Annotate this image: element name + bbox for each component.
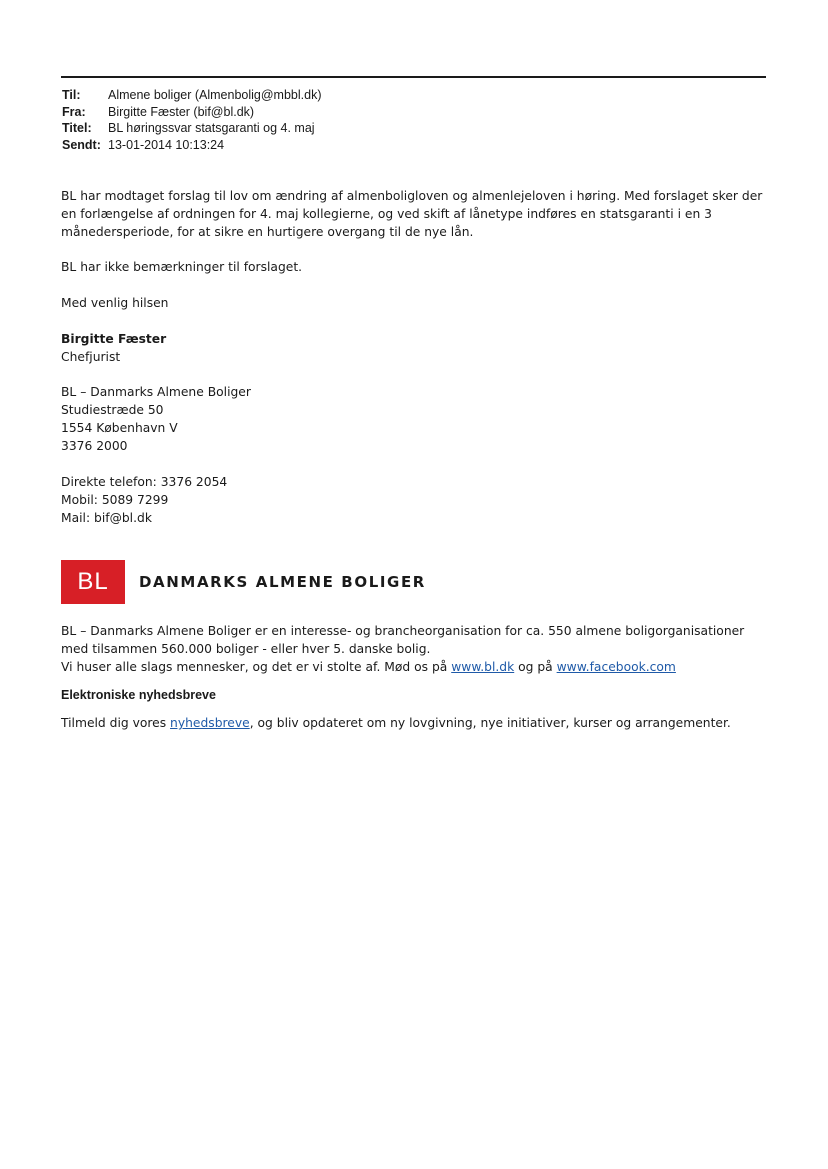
body-paragraph-1-line-2: en forlængelse af ordningen for 4. maj kollegierne, og ved skift af lånetype indføres en statsgaranti i en 3 (61, 207, 712, 221)
header-divider (61, 76, 766, 78)
signature-city: 1554 København V (61, 421, 178, 435)
about-line-3-mid: og på (514, 660, 557, 674)
about-line-3 (61, 658, 781, 676)
about-line-3-text: Vi huser alle slags mennesker, og det er vi stolte af. Mød os på (61, 660, 452, 674)
newsletter-link[interactable]: nyhedsbreve (170, 716, 250, 730)
signature-mail: Mail: bif@bl.dk (61, 511, 152, 525)
from-row (62, 104, 321, 121)
signature-direct-phone: Direkte telefon: 3376 2054 (61, 475, 228, 489)
newsletter-text (61, 716, 731, 730)
body-paragraph-1-line-1: BL har modtaget forslag til lov om ændring af almenboligloven og almenlejeloven i høring. Med forslaget sker der (61, 189, 763, 203)
signature-org: BL – Danmarks Almene Boliger (61, 385, 251, 399)
body-paragraph-1 (61, 187, 771, 241)
signature-title: Chefjurist (61, 350, 121, 364)
sent-label: Sendt: (62, 137, 101, 152)
newsletter-pre: Tilmeld dig vores (61, 716, 171, 730)
from-label: Fra: (62, 104, 86, 119)
title-value: BL høringssvar statsgaranti og 4. maj (108, 121, 315, 135)
bl-logo (61, 560, 426, 604)
body-paragraph-1-line-3: månedersperiode, for at sikre en hurtigere overgang til de nye lån. (61, 225, 474, 239)
signature-name: Birgitte Fæster (61, 332, 167, 346)
closing-greeting: Med venlig hilsen (61, 296, 169, 310)
signature-mobile: Mobil: 5089 7299 (61, 493, 169, 507)
signature-phone: 3376 2000 (61, 439, 128, 453)
bl-logo-abbr: BL (77, 568, 109, 595)
signature-address (61, 383, 251, 455)
from-value: Birgitte Fæster (bif@bl.dk) (108, 104, 255, 119)
about-line-2: med tilsammen 560.000 boliger - eller hver 5. danske bolig. (61, 642, 431, 656)
to-label: Til: (62, 88, 81, 102)
bl-logo-mark (61, 560, 125, 604)
sent-row (62, 137, 321, 154)
title-label: Titel: (62, 121, 92, 135)
newsletter-post: , og bliv opdateret om ny lovgivning, nye initiativer, kurser og arrangementer. (249, 716, 731, 730)
to-row (62, 87, 321, 104)
title-row (62, 120, 321, 137)
signature-contact (61, 473, 227, 527)
sent-value: 13-01-2014 10:13:24 (108, 137, 225, 152)
newsletter-heading: Elektroniske nyhedsbreve (61, 688, 216, 702)
to-value: Almene boliger (Almenbolig@mbbl.dk) (108, 88, 322, 102)
bl-logo-wordmark: DANMARKS ALMENE BOLIGER (139, 573, 426, 591)
about-line-1: BL – Danmarks Almene Boliger er en interesse- og brancheorganisation for ca. 550 almene boligorganisationer (61, 624, 745, 638)
body-paragraph-2: BL har ikke bemærkninger til forslaget. (61, 260, 303, 274)
signature-street: Studiestræde 50 (61, 403, 164, 417)
email-header (62, 87, 321, 153)
facebook-link[interactable]: www.facebook.com (556, 660, 676, 674)
organisation-description (61, 622, 781, 676)
bl-website-link[interactable]: www.bl.dk (451, 660, 515, 674)
